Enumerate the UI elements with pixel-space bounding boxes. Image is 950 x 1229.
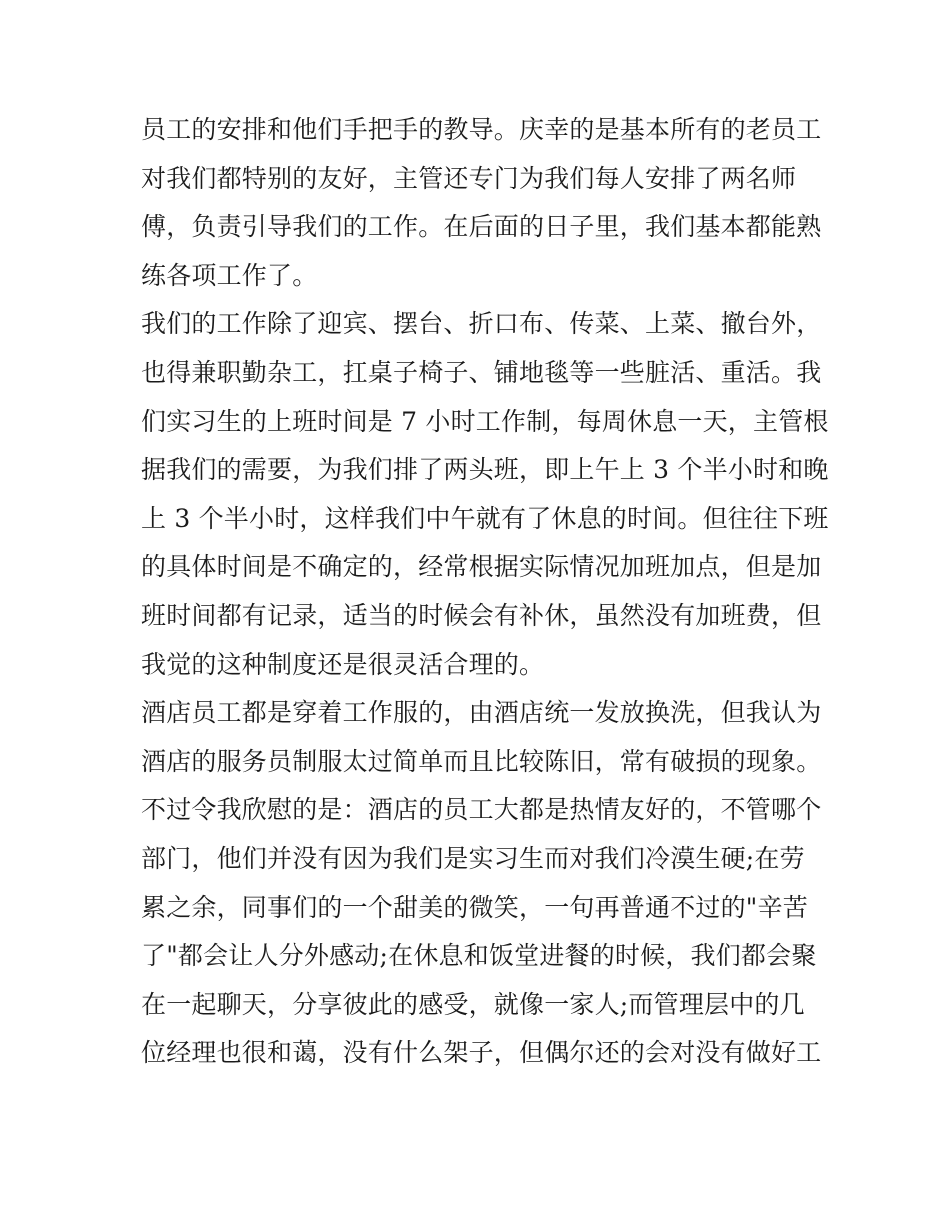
text-line: 也得兼职勤杂工，扛桌子椅子、铺地毯等一些脏活、重活。我 — [141, 357, 822, 387]
text-line: 傅，负责引导我们的工作。在后面的日子里，我们基本都能熟 — [141, 212, 822, 242]
text-line: 我觉的这种制度还是很灵活合理的。 — [141, 649, 545, 679]
text-line: 练各项工作了。 — [141, 260, 318, 290]
text-line: 了"都会让人分外感动;在休息和饭堂进餐的时候，我们都会聚 — [141, 941, 817, 971]
text-line: 累之余，同事们的一个甜美的微笑，一句再普通不过的"辛苦 — [141, 892, 808, 922]
text-line: 在一起聊天，分享彼此的感受，就像一家人;而管理层中的几 — [141, 989, 805, 1019]
text-line: 不过令我欣慰的是：酒店的员工大都是热情友好的，不管哪个 — [141, 795, 822, 825]
text-line: 上 3 个半小时，这样我们中午就有了休息的时间。但往往下班 — [141, 503, 829, 533]
text-line: 据我们的需要，为我们排了两头班，即上午上 3 个半小时和晚 — [141, 455, 829, 485]
text-line: 的具体时间是不确定的，经常根据实际情况加班加点，但是加 — [141, 552, 822, 582]
paragraph-3 — [141, 689, 821, 1078]
document-body — [141, 106, 829, 1078]
text-line: 酒店的服务员制服太过简单而且比较陈旧，常有破损的现象。 — [141, 746, 822, 776]
paragraph-2 — [141, 300, 829, 689]
paragraph-1 — [141, 106, 821, 300]
text-line: 我们的工作除了迎宾、摆台、折口布、传菜、上菜、撤台外， — [141, 309, 822, 339]
text-line: 班时间都有记录，适当的时候会有补休，虽然没有加班费，但 — [141, 600, 822, 630]
text-line: 部门，他们并没有因为我们是实习生而对我们冷漠生硬;在劳 — [141, 843, 805, 873]
text-line: 们实习生的上班时间是 7 小时工作制，每周休息一天，主管根 — [141, 406, 829, 436]
text-line: 位经理也很和蔼，没有什么架子，但偶尔还的会对没有做好工 — [141, 1038, 822, 1068]
text-line: 员工的安排和他们手把手的教导。庆幸的是基本所有的老员工 — [141, 115, 822, 144]
text-line: 对我们都特别的友好，主管还专门为我们每人安排了两名师 — [141, 163, 797, 193]
text-line: 酒店员工都是穿着工作服的，由酒店统一发放换洗，但我认为 — [141, 698, 822, 728]
